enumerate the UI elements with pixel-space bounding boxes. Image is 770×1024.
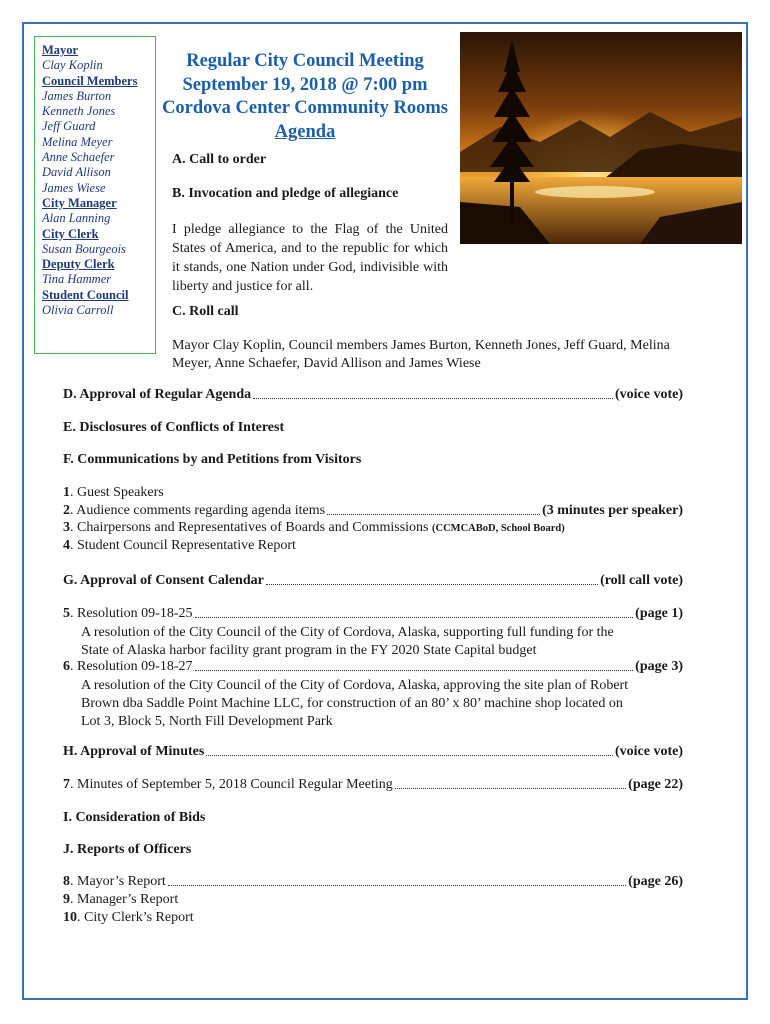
section-call-to-order: A. Call to order — [172, 152, 267, 167]
section-conflicts: E. Disclosures of Conflicts of Interest — [63, 420, 285, 435]
resolution-25-description: A resolution of the City Council of the City of Cordova, Alaska, supporting full funding for the State of Alaska harbor facility grant program in the FY 2020 State Capital budget — [81, 625, 614, 658]
section-bids: I. Consideration of Bids — [63, 810, 206, 825]
roster-role: Deputy Clerk — [42, 257, 115, 272]
item-student-council: 4. Student Council Representative Report — [63, 538, 296, 553]
item-guest-speakers: 1. Guest Speakers — [63, 485, 164, 500]
title-date: September 19, 2018 @ 7:00 pm — [182, 74, 428, 95]
roster-role: Mayor — [42, 43, 79, 57]
roster-name: Jeff Guard — [42, 119, 96, 134]
item-manager-report: 9. Manager’s Report — [63, 892, 179, 907]
council-roster — [34, 36, 156, 354]
section-invocation: B. Invocation and pledge of allegiance — [172, 186, 399, 201]
roster-role: Council Members — [42, 73, 138, 88]
roster-name: James Wiese — [42, 180, 106, 195]
pledge-text: I pledge allegiance to the Flag of the United States of America, and to the republic for which it stands, one Nation under God, indivisible with liberty and justice for all. — [172, 222, 448, 294]
title-line: Regular City Council Meeting — [186, 51, 424, 71]
roster-name: Anne Schaefer — [42, 150, 115, 165]
roll-call-text: Mayor Clay Koplin, Council members James Burton, Kenneth Jones, Jeff Guard, Melina Meyer, Anne Schaefer, David Allison and James Wiese — [172, 338, 670, 371]
roster-name: Alan Lanning — [42, 211, 111, 226]
section-roll-call: C. Roll call — [172, 304, 239, 319]
item-resolution-25: 5. Resolution 09-18-25 (page 1) — [63, 606, 683, 621]
item-chairpersons: 3. Chairpersons and Representatives of Boards and Commissions (CCMCABoD, School Board) — [63, 520, 565, 535]
item-mayor-report: 8. Mayor’s Report (page 26) — [63, 874, 683, 889]
roster-name: Tina Hammer — [42, 272, 112, 287]
roster-name: David Allison — [42, 165, 111, 180]
roster-name: Kenneth Jones — [42, 104, 116, 119]
roster-role: City Manager — [42, 195, 117, 210]
meeting-title — [160, 50, 450, 144]
item-minutes: 7. Minutes of September 5, 2018 Council Regular Meeting (page 22) — [63, 777, 683, 792]
roster-name: James Burton — [42, 88, 112, 103]
resolution-27-description: A resolution of the City Council of the City of Cordova, Alaska, approving the site plan of Robert Brown dba Saddle Point Machine LLC, for construction of an 80’ x 80’ machine shop located on Lot 3, Block 5, North Fill Development Park — [81, 678, 629, 729]
roster-role: City Clerk — [42, 226, 99, 241]
roster-role: Student Council — [42, 287, 129, 302]
section-approval-agenda — [63, 387, 683, 403]
section-approval-minutes: H. Approval of Minutes (voice vote) — [63, 744, 683, 759]
item-clerk-report: 10. City Clerk’s Report — [63, 910, 194, 925]
roster-name: Clay Koplin — [42, 58, 103, 73]
title-agenda: Agenda — [274, 121, 336, 142]
roster-name: Olivia Carroll — [42, 303, 114, 318]
section-reports: J. Reports of Officers — [63, 842, 192, 857]
item-audience-comments: 2. Audience comments regarding agenda items (3 minutes per speaker) — [63, 503, 683, 518]
sunset-landscape-image — [460, 32, 742, 244]
item-resolution-27: 6. Resolution 09-18-27 (page 3) — [63, 659, 683, 674]
section-consent-calendar: G. Approval of Consent Calendar (roll call vote) — [63, 573, 683, 588]
roster-name: Susan Bourgeois — [42, 241, 126, 256]
title-location: Cordova Center Community Rooms — [162, 98, 448, 118]
sunset-photo — [460, 32, 742, 244]
vote-type: (voice vote) — [614, 387, 683, 402]
section-approval-agenda-label: D. Approval of Regular Agenda — [63, 387, 252, 402]
section-communications: F. Communications by and Petitions from Visitors — [63, 452, 362, 467]
roster-name: Melina Meyer — [42, 134, 113, 149]
